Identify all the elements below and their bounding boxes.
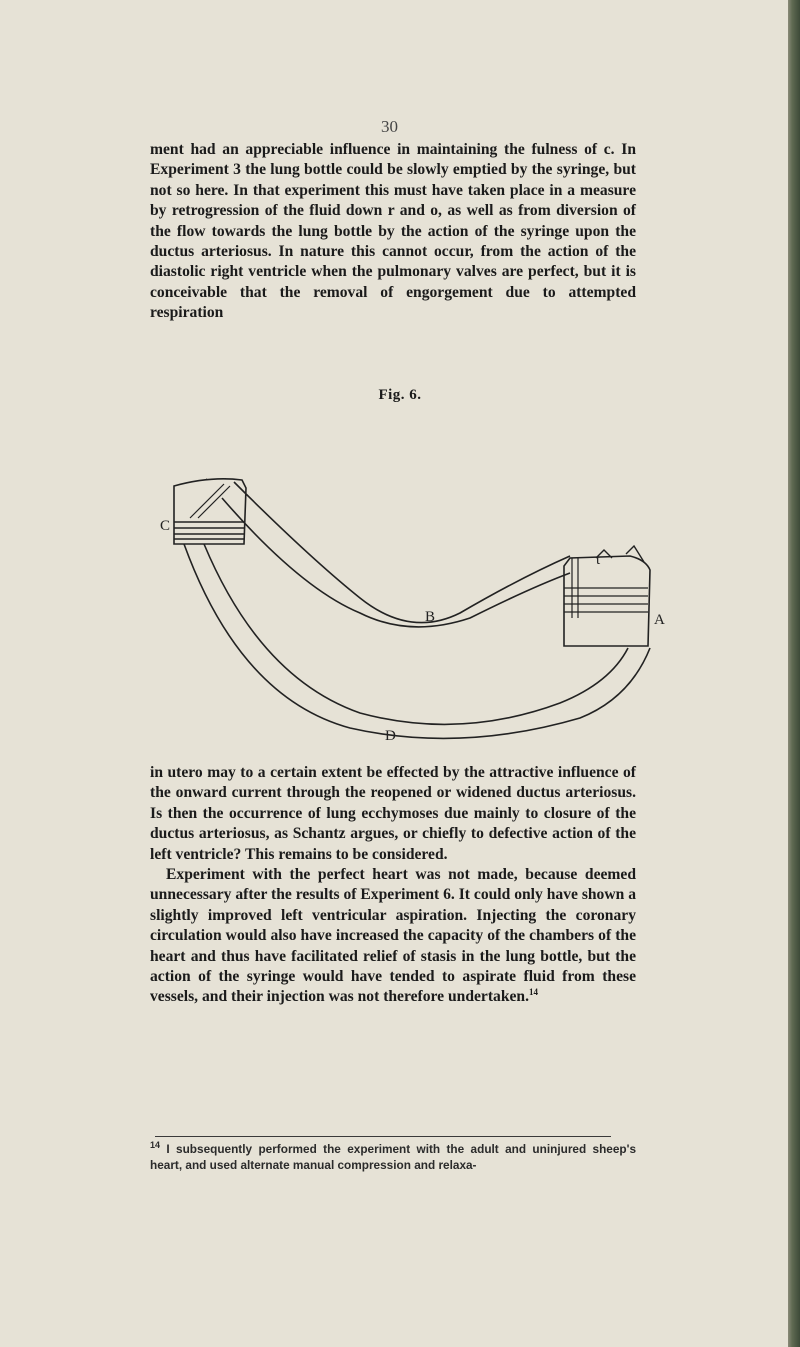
page-edge bbox=[788, 0, 800, 1347]
paragraph-bottom bbox=[150, 763, 636, 1008]
label-c: C bbox=[160, 518, 171, 534]
label-t: t bbox=[596, 552, 601, 568]
paragraph-2-text: in utero may to a certain extent be effected by the attractive influence of the onward current through the reopened or widened ductus arteriosus. Is then the occurrence of lung ecchymoses due mainly to closure of the ductus arteriosus, as Schantz argues, or chiefly to defective action of the left ventricle? This remains to be considered. bbox=[150, 764, 636, 863]
paragraph-top bbox=[150, 140, 636, 324]
apparatus-illustration bbox=[160, 478, 680, 753]
paragraph-top-text: ment had an appreciable influence in maintaining the fulness of c. In Experiment 3 the lung bottle could be slowly emptied by the syringe, but not so here. In that experiment this must have taken place in a measure by retrogression of the fluid down r and o, as well as from diversion of the flow towards the lung bottle by the action of the syringe upon the ductus arteriosus. In nature this cannot occur, from the action of the diastolic right ventricle when the pulmonary valves are perfect, but it is conceivable that the removal of engorgement due to attempted respiration bbox=[150, 141, 636, 322]
label-b: B bbox=[425, 609, 436, 625]
footnote-divider bbox=[155, 1136, 611, 1137]
footnote-number: 14 bbox=[150, 1140, 161, 1151]
tube-b bbox=[234, 482, 570, 623]
footnote bbox=[150, 1141, 636, 1173]
label-d: D bbox=[385, 728, 396, 744]
footnote-text: I subsequently performed the experiment with the adult and uninjured sheep's heart, and used alternate manual compression and relaxa- bbox=[150, 1142, 637, 1172]
figure-caption: Fig. 6. bbox=[378, 387, 422, 403]
bottle-a-outline bbox=[564, 556, 650, 646]
page-number: 30 bbox=[381, 117, 398, 136]
paragraph-3 bbox=[150, 865, 636, 1008]
label-a: A bbox=[654, 612, 665, 628]
figure-6-diagram bbox=[160, 478, 680, 753]
footnote-reference: 14 bbox=[529, 987, 539, 998]
paragraph-3-text: Experiment with the perfect heart was not made, because deemed unnecessary after the results of Experiment 6. It could only have shown a slightly improved left ventricular aspiration. Injecting the coronary circulation would also have increased the capacity of the chambers of the heart and thus have facilitated relief of stasis in the lung bottle, but the action of the syringe would have tended to aspirate fluid from these vessels, and their injection was not therefore undertaken. bbox=[150, 866, 636, 1006]
tube-d bbox=[184, 544, 650, 738]
